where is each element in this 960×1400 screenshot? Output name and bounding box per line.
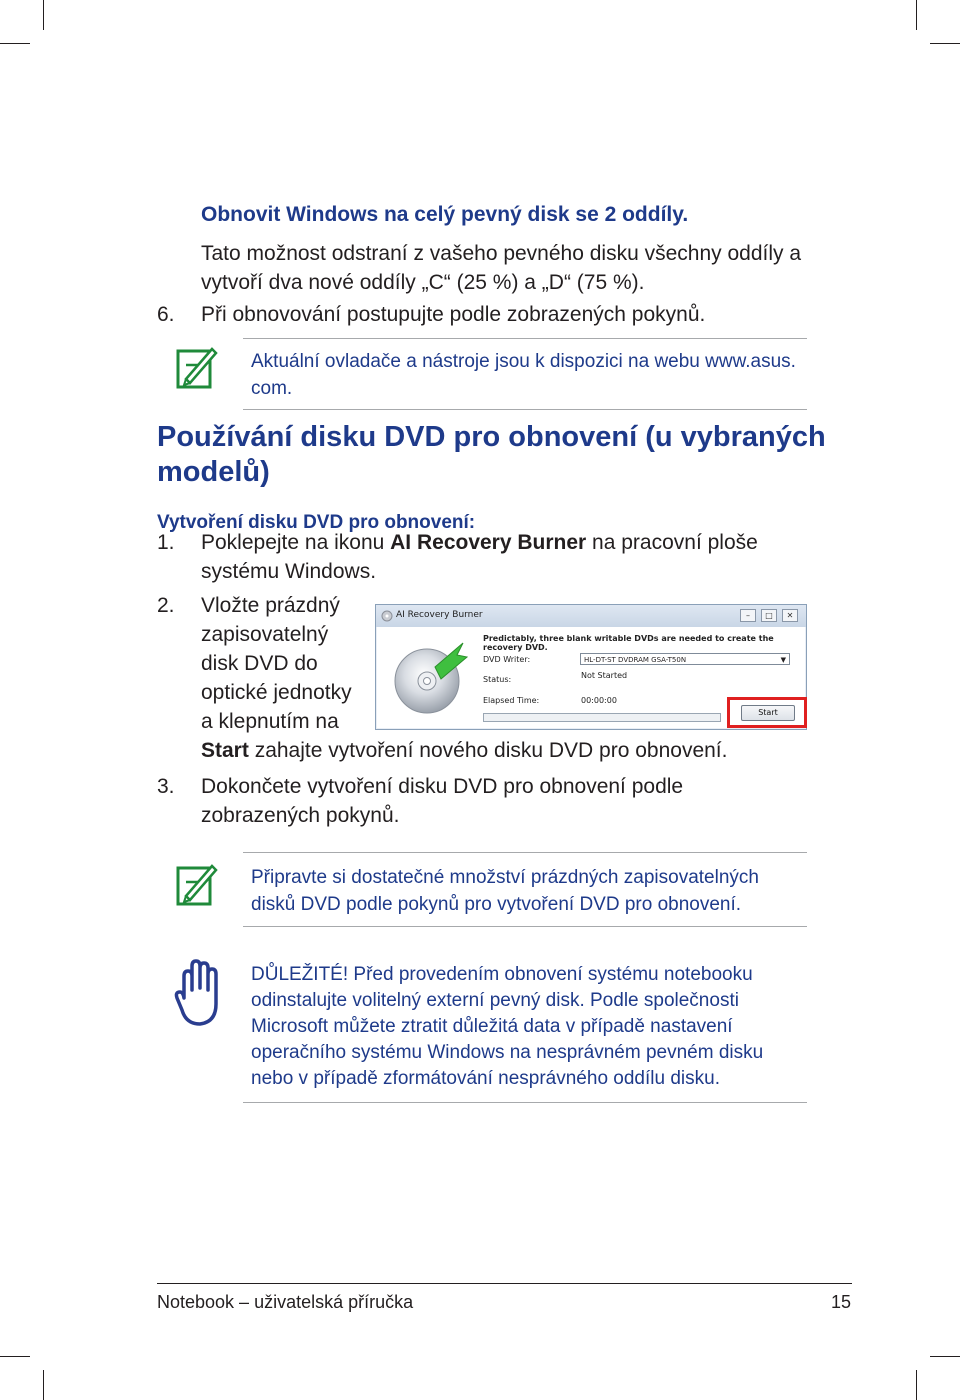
- footer-rule: [157, 1283, 852, 1284]
- crop-mark: [43, 0, 44, 30]
- elapsed-time-label: Elapsed Time:: [483, 696, 540, 705]
- note-pencil-icon: [176, 862, 218, 908]
- option-description-line: vytvoří dva nové oddíly „C“ (25 %) a „D“ (75 %).: [201, 271, 645, 294]
- crop-mark: [43, 1370, 44, 1400]
- crop-mark: [0, 1356, 30, 1357]
- step-number: 2.: [157, 594, 175, 617]
- close-button[interactable]: ✕: [782, 609, 798, 622]
- step-text-part: zahajte vytvoření nového disku DVD pro obnovení.: [248, 739, 728, 762]
- window-message: Predictably, three blank writable DVDs are needed to create the recovery DVD.: [483, 634, 774, 652]
- step-text: disk DVD do: [201, 652, 318, 675]
- important-text-line: odinstalujte volitelný externí pevný disk. Podle společnosti: [251, 990, 739, 1011]
- crop-mark: [930, 1356, 960, 1357]
- dvd-writer-select[interactable]: [580, 653, 790, 665]
- page-number: 15: [831, 1292, 852, 1312]
- crop-mark: [916, 1370, 917, 1400]
- start-button[interactable]: Start: [741, 705, 795, 721]
- step-number: 1.: [157, 531, 175, 554]
- important-text-line: nebo v případě zformátování nesprávného oddílu disku.: [251, 1068, 720, 1089]
- footer-title: Notebook – uživatelská příručka: [157, 1292, 414, 1312]
- step-text: zapisovatelný: [201, 623, 329, 646]
- important-text-line: operačního systému Windows na nesprávném pevném disku: [251, 1042, 764, 1063]
- step-text: zobrazených pokynů.: [201, 804, 400, 827]
- section-heading: Používání disku DVD pro obnovení (u vybraných: [157, 421, 826, 453]
- important-text-line: DŮLEŽITÉ! Před provedením obnovení systému notebooku: [251, 964, 753, 985]
- step-text: [201, 736, 727, 765]
- step-text: [201, 528, 758, 557]
- step-number: 3.: [157, 775, 175, 798]
- note-pencil-icon: [176, 345, 218, 391]
- dvd-writer-value: HL-DT-ST DVDRAM GSA-T50N: [584, 656, 687, 664]
- step-text: Vložte prázdný: [201, 594, 340, 617]
- crop-mark: [916, 0, 917, 30]
- option-description-line: Tato možnost odstraní z vašeho pevného disku všechny oddíly a: [201, 242, 802, 265]
- note-text-line: disků DVD podle pokynů pro vytvoření DVD pro obnovení.: [251, 894, 742, 915]
- app-icon: [381, 610, 393, 622]
- subsection-heading: Vytvoření disku DVD pro obnovení:: [157, 512, 476, 533]
- hand-stop-icon: [174, 958, 222, 1028]
- minimize-button[interactable]: –: [740, 609, 756, 622]
- crop-mark: [0, 43, 30, 44]
- progress-bar: [483, 713, 721, 722]
- start-button-highlight: [727, 697, 807, 728]
- note-rule-top: [243, 338, 807, 339]
- section-heading: modelů): [157, 456, 270, 488]
- window-title: AI Recovery Burner: [396, 610, 483, 620]
- step-text: systému Windows.: [201, 560, 377, 583]
- note-rule-bottom: [243, 926, 807, 927]
- note-text-line: Připravte si dostatečné množství prázdných zapisovatelných: [251, 867, 759, 888]
- window-titlebar: [376, 605, 806, 627]
- dvd-writer-label: DVD Writer:: [483, 655, 531, 664]
- status-label: Status:: [483, 675, 512, 684]
- crop-mark: [930, 43, 960, 44]
- step-text: Při obnovování postupujte podle zobrazených pokynů.: [201, 303, 706, 326]
- step-text-part: Poklepejte na ikonu: [201, 531, 391, 554]
- chevron-down-icon: ▼: [780, 656, 786, 664]
- step-text: a klepnutím na: [201, 710, 339, 733]
- note-rule-top: [243, 852, 807, 853]
- note-text-line: com.: [251, 378, 293, 399]
- maximize-button[interactable]: □: [761, 609, 777, 622]
- note-rule-bottom: [243, 409, 807, 410]
- important-text-line: Microsoft můžete ztratit důležitá data v případě nastavení: [251, 1016, 733, 1037]
- status-value: Not Started: [581, 671, 628, 680]
- step-text: optické jednotky: [201, 681, 352, 704]
- step-number: 6.: [157, 303, 175, 326]
- start-keyword: Start: [201, 739, 249, 762]
- option-heading: Obnovit Windows na celý pevný disk se 2 oddíly.: [201, 203, 689, 226]
- app-name: AI Recovery Burner: [390, 531, 587, 554]
- step-text: Dokončete vytvoření disku DVD pro obnovení podle: [201, 775, 684, 798]
- note-text-line: Aktuální ovladače a nástroje jsou k dispozici na webu www.asus.: [251, 351, 796, 372]
- step-text-part: na pracovní ploše: [586, 531, 758, 554]
- dvd-disc-icon: [391, 637, 471, 717]
- important-rule-bottom: [243, 1102, 807, 1103]
- elapsed-time-value: 00:00:00: [581, 696, 617, 705]
